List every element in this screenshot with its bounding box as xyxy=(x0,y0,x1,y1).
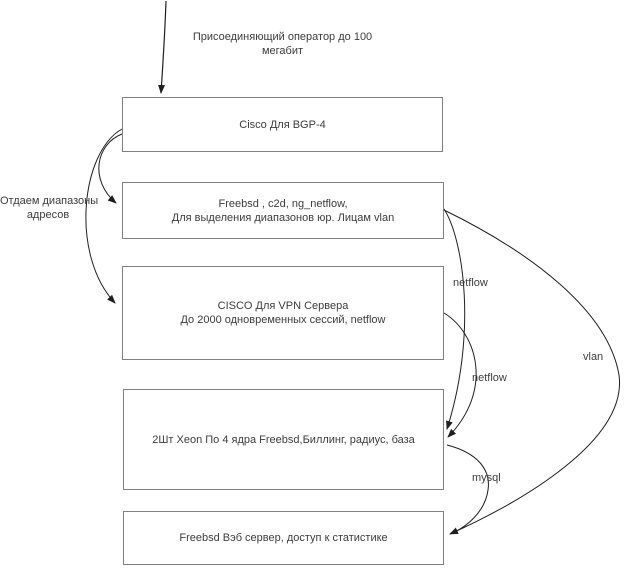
uplink-operator-label-line1: Присоединяющий оператор до 100 xyxy=(192,31,373,43)
uplink-operator-label xyxy=(170,30,395,58)
edge-label-netflow-1: netflow xyxy=(453,277,488,289)
node-freebsd-netflow-label-line2: Для выделения диапазонов юр. Лицам vlan xyxy=(171,211,395,224)
edge-netflow-1 xyxy=(444,209,465,429)
node-vpn-server xyxy=(122,266,444,360)
address-ranges-label-line1: Отдаем диапазоны xyxy=(0,195,99,207)
node-vpn-server-label-line2: До 2000 одновременных сессий, netflow xyxy=(180,314,386,326)
node-billing-server-label: 2Шт Xeon По 4 ядра Freebsd,Биллинг, радиус, база xyxy=(152,433,415,446)
edge-label-netflow-2: netflow xyxy=(472,372,507,384)
address-ranges-label-line2: адресов xyxy=(26,209,70,221)
node-freebsd-netflow xyxy=(122,182,444,239)
edge-uplink-arrow xyxy=(161,1,166,93)
edge-vlan xyxy=(444,210,620,534)
edge-label-mysql: mysql xyxy=(472,472,501,484)
edge-ranges-to-netflow xyxy=(99,134,122,203)
node-web-server-label: Freebsd Вэб сервер, доступ к статистике xyxy=(179,532,388,544)
address-ranges-label xyxy=(0,194,99,222)
node-freebsd-netflow-label-line1: Freebsd , c2d, ng_netflow, xyxy=(218,197,348,210)
node-vpn-server-label-line1: CISCO Для VPN Сервера xyxy=(217,300,349,312)
edge-mysql xyxy=(447,445,488,533)
node-bgp-router-label: Cisco Для BGP-4 xyxy=(239,118,326,131)
node-web-server xyxy=(123,511,444,565)
node-billing-server xyxy=(123,389,444,490)
edge-label-vlan: vlan xyxy=(583,351,604,363)
uplink-operator-label-line2: мегабит xyxy=(261,45,304,57)
node-bgp-router xyxy=(122,97,443,152)
